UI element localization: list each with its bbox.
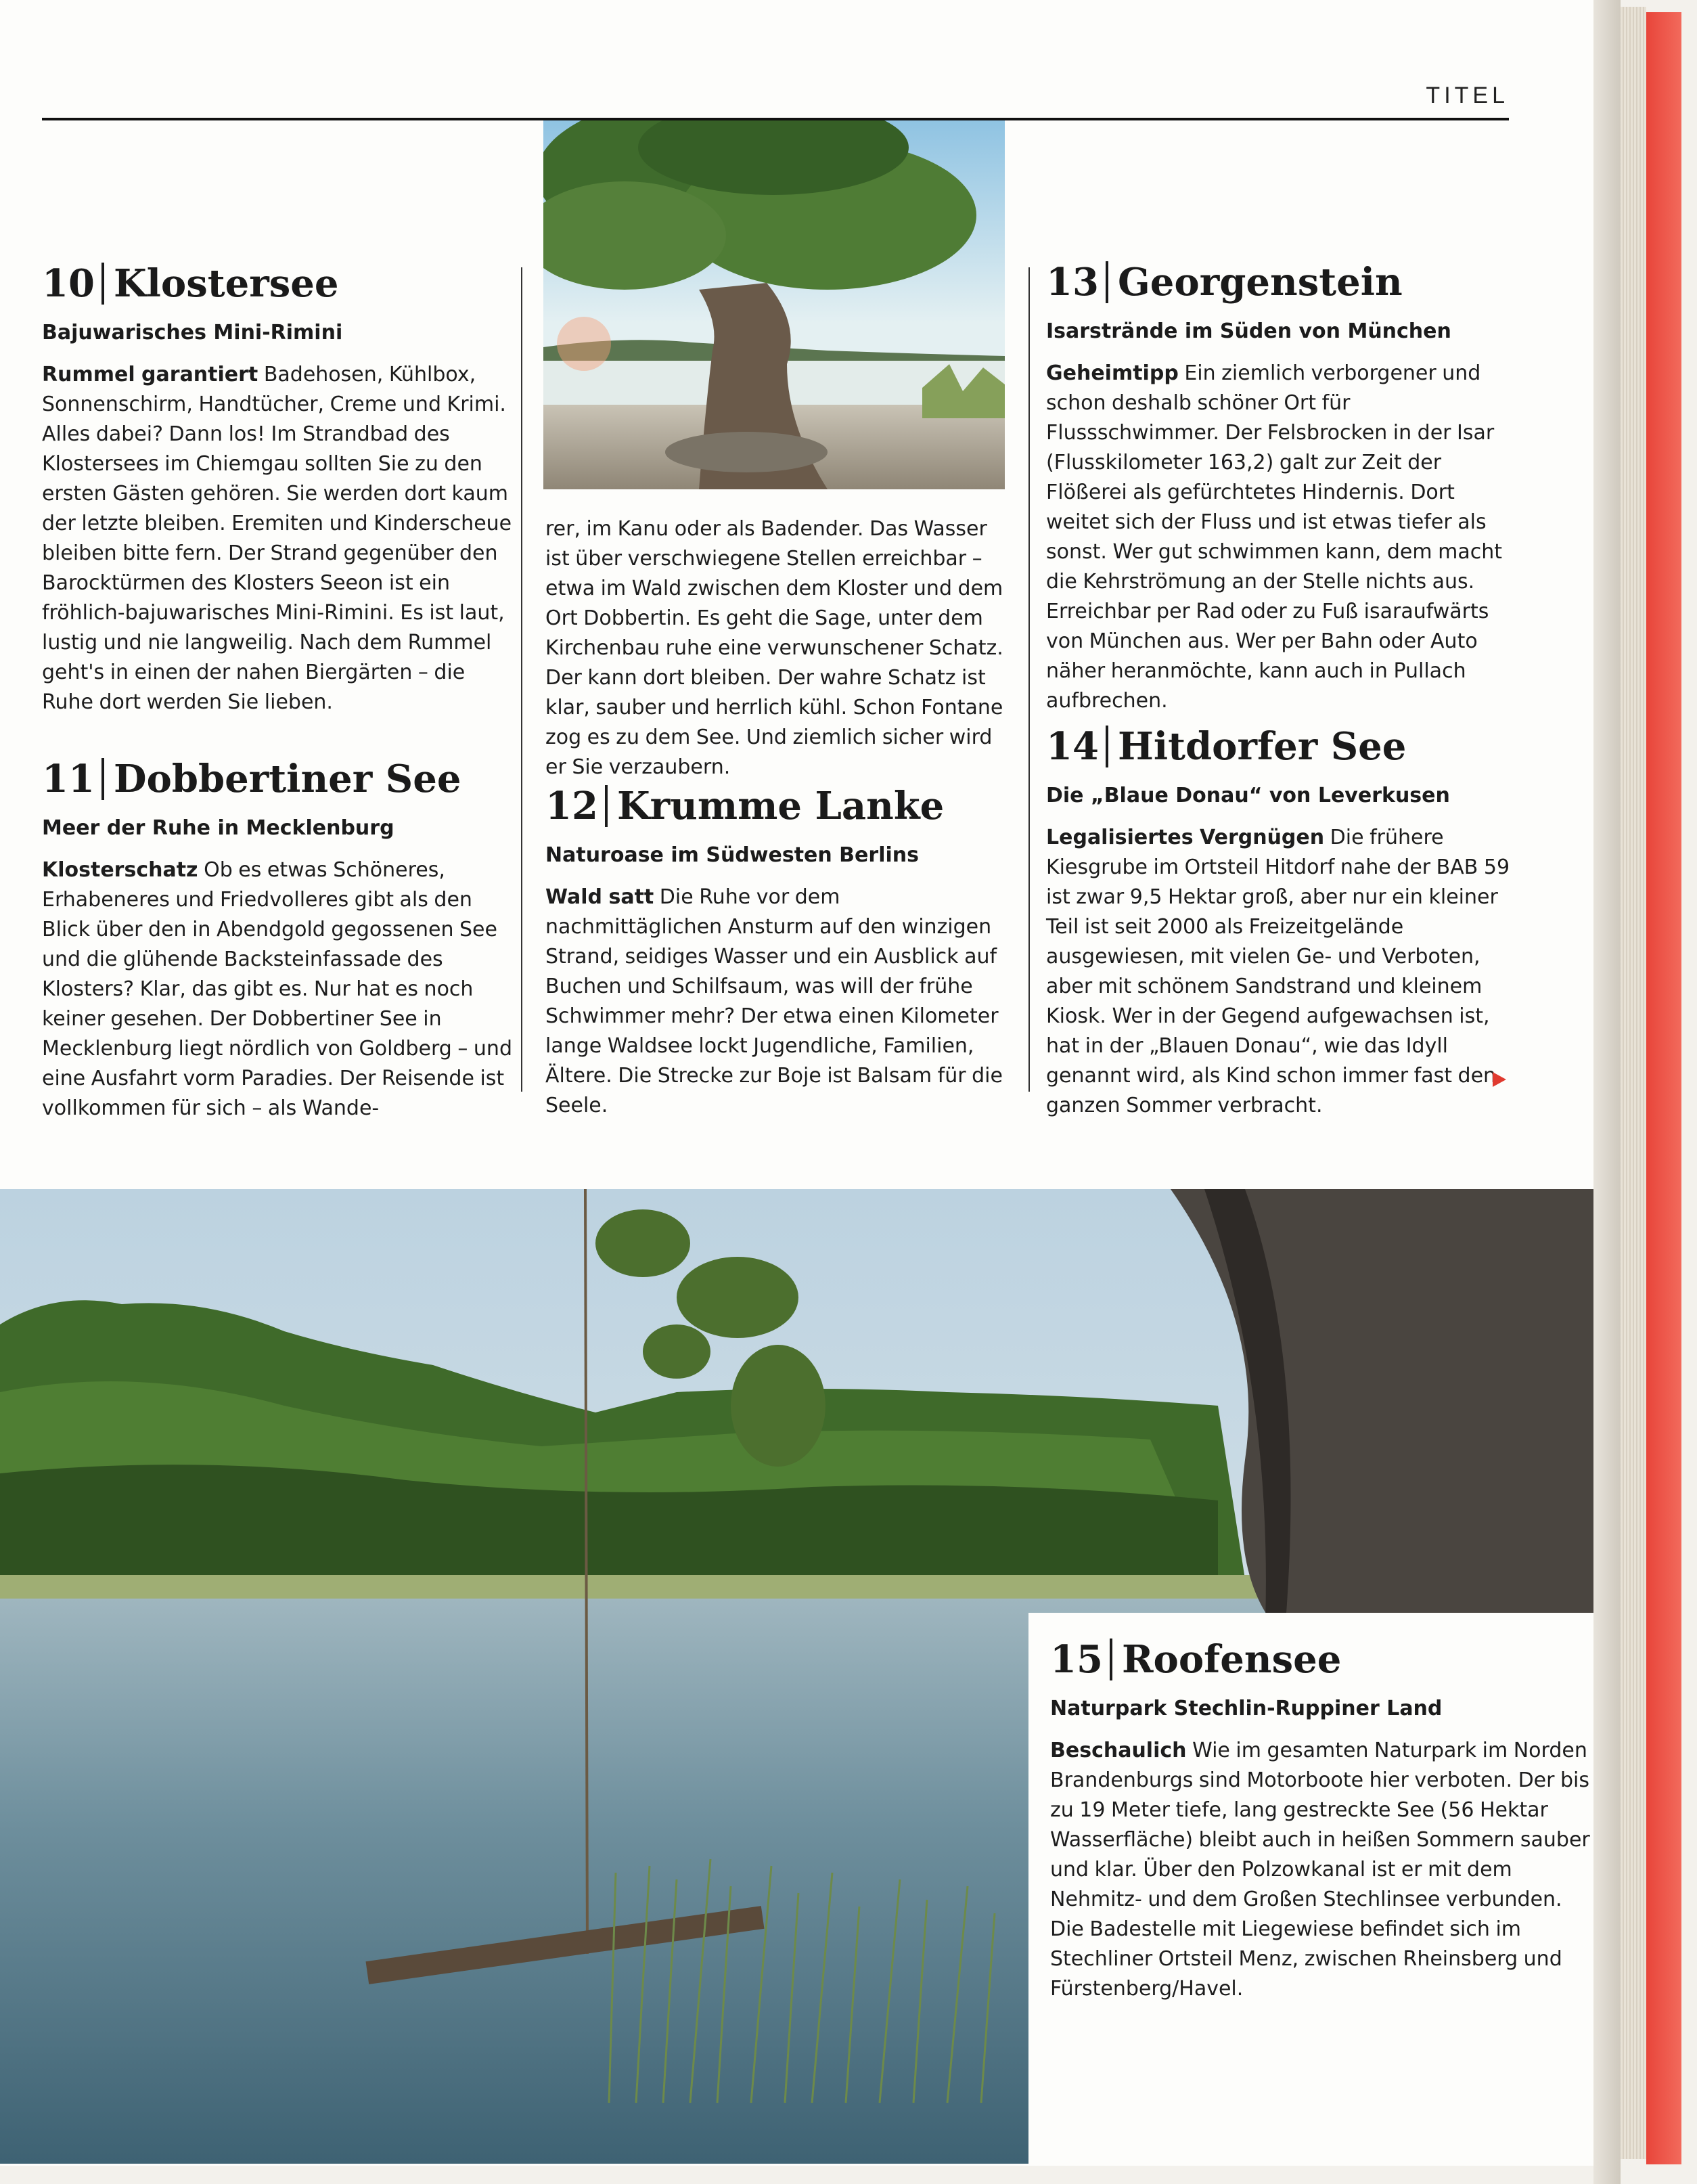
article-title: Roofensee: [1121, 1637, 1342, 1682]
column-divider: [521, 267, 522, 1092]
article-subtitle: Bajuwarisches Mini-Rimini: [42, 321, 343, 344]
article-lead: Beschaulich: [1050, 1739, 1187, 1762]
article-title: Krumme Lanke: [616, 784, 945, 828]
article-lead: Rummel garantiert: [42, 363, 258, 386]
heading-divider: [101, 263, 104, 305]
article-number: 13: [1046, 260, 1099, 305]
article-text: Ob es etwas Schöneres, Erhabeneres und Friedvolleres gibt als den Blick über den in Abendgold gegossenen See und die glühende Backsteinfassade des Klosters? Klar, das gibt es. Nur hat es noch keiner gesehen. Der Dobbertiner See in Mecklenburg liegt nördlich von Goldberg – und eine Ausfahrt vorm Paradies. Der Reisende ist vollkommen für sich – als Wande-: [42, 858, 512, 1120]
heading-divider: [101, 758, 104, 800]
article-number: 10: [42, 261, 95, 306]
article-heading: [1046, 723, 1513, 770]
article-lead: Legalisiertes Vergnügen: [1046, 826, 1325, 849]
page-spine: [1593, 0, 1621, 2184]
heading-divider: [1106, 261, 1108, 303]
article-subtitle: Naturoase im Südwesten Berlins: [545, 843, 919, 867]
article-body: [1046, 823, 1513, 1121]
article-text: Die frühere Kiesgrube im Ortsteil Hitdorf nahe der BAB 59 ist zwar 9,5 Hektar groß, aber nur ein kleiner Teil ist seit 2000 als Freizeitgelände ausgewiesen, mit vielen Ge- und Verboten, aber mit schönem Sandstrand und kleinem Kiosk. Wer in der Gegend aufgewachsen ist, hat in der „Blauen Donau“, wie das Idyll genannt wird, als Kind schon immer fast den ganzen Sommer verbracht.: [1046, 826, 1510, 1117]
article-subtitle: Isarstrände im Süden von München: [1046, 319, 1451, 343]
article-heading: [1046, 259, 1513, 306]
article-body: [545, 883, 1005, 1121]
article-hitdorfer-see: [1046, 723, 1513, 1121]
article-number: 15: [1050, 1637, 1103, 1682]
article-continuation: rer, im Kanu oder als Badender. Das Wasser ist über verschwiegene Stellen erreichbar – etwa im Wald zwischen dem Kloster und dem Ort Dobbertin. Es geht die Sage, unter dem Kirchenbau ruhe eine verwunschener Schatz. Der kann dort bleiben. Der wahre Schatz ist klar, sauber und herrlich kühl. Schon Fontane zog es zu dem See. Und ziemlich sicher wird er Sie verzaubern.: [545, 517, 1003, 779]
article-heading: [42, 755, 516, 803]
article-lead: Geheimtipp: [1046, 361, 1179, 385]
article-roofensee: [1028, 1613, 1609, 2166]
article-body: [1050, 1736, 1593, 2004]
article-heading: [42, 260, 516, 307]
article-subtitle: Die „Blaue Donau“ von Leverkusen: [1046, 784, 1450, 807]
article-title: Hitdorfer See: [1117, 724, 1407, 769]
article-lead: Wald satt: [545, 885, 654, 909]
article-subtitle: Meer der Ruhe in Mecklenburg: [42, 816, 394, 840]
article-title: Dobbertiner See: [113, 757, 461, 801]
article-number: 12: [545, 784, 598, 828]
article-text: Wie im gesamten Naturpark im Norden Brandenburgs sind Motorboote hier verboten. Der bis zu 19 Meter tiefe, lang gestreckte See (56 Hektar Wasserfläche) bleibt auch in heißen Sommern sauber und klar. Über den Polzowkanal ist er mit dem Nehmitz- und dem Großen Stechlinsee verbunden. Die Badestelle mit Liegewiese befindet sich im Stechliner Ortsteil Menz, zwischen Rheinsberg und Fürstenberg/Havel.: [1050, 1739, 1590, 2001]
red-page-edge: [1646, 12, 1681, 2164]
article-text: Die Ruhe vor dem nachmittäglichen Ansturm auf den winzigen Strand, seidiges Wasser und ein Ausblick auf Buchen und Schilfsaum, was will der frühe Schwimmer mehr? Der etwa einen Kilometer lange Waldsee lockt Jugendliche, Familien, Ältere. Die Strecke zur Boje ist Balsam für die Seele.: [545, 885, 1003, 1117]
article-text: Ein ziemlich verborgener und schon deshalb schöner Ort für Flussschwimmer. Der Felsbrocken in der Isar (Flusskilometer 163,2) galt zur Zeit der Flößerei als gefürchtetes Hindernis. Dort weitet sich der Fluss und ist etwas tiefer als sonst. Wer gut schwimmen kann, dem macht die Kehrströmung an der Stelle nichts aus. Erreichbar per Rad oder zu Fuß isaraufwärts von München aus. Wer per Bahn oder Auto näher heranmöchte, kann auch in Pullach aufbrechen.: [1046, 361, 1502, 713]
article-body: [1046, 359, 1513, 716]
tree-photo: [543, 120, 1005, 489]
article-body: [42, 360, 516, 717]
article-text: Badehosen, Kühlbox, Sonnenschirm, Handtücher, Creme und Krimi. Alles dabei? Dann los! Im Strandbad des Klostersees im Chiemgau sollten Sie zu den ersten Gästen gehören. Sie werden dort kaum der letzte bleiben. Eremiten und Kinderscheue bleiben bitte fern. Der Strand gegenüber den Barocktürmen des Klosters Seeon ist ein fröhlich-bajuwarisches Mini-Rimini. Es ist laut, lustig und nie langweilig. Nach dem Rummel geht's in einen der nahen Biergärten – die Ruhe dort werden Sie lieben.: [42, 363, 512, 714]
heading-divider: [1106, 726, 1108, 767]
article-title: Klostersee: [113, 261, 339, 306]
column-divider: [1028, 267, 1030, 1092]
heading-divider: [605, 785, 608, 827]
article-georgenstein: [1046, 259, 1513, 716]
article-klostersee: [42, 260, 516, 717]
page-stack: [1621, 7, 1646, 2159]
article-krumme-lanke: [545, 782, 1005, 1121]
article-title: Georgenstein: [1117, 260, 1403, 305]
article-number: 14: [1046, 724, 1099, 769]
article-body: [42, 855, 516, 1123]
continue-arrow-icon: [1493, 1072, 1506, 1087]
article-lead: Klosterschatz: [42, 858, 198, 882]
section-label: TITEL: [1426, 83, 1509, 108]
article-heading: [545, 782, 1005, 830]
heading-divider: [1110, 1639, 1112, 1680]
article-subtitle: Naturpark Stechlin-Ruppiner Land: [1050, 1697, 1443, 1720]
article-heading: [1050, 1636, 1593, 1683]
article-number: 11: [42, 757, 95, 801]
article-dobbertiner-see: [42, 755, 516, 1123]
